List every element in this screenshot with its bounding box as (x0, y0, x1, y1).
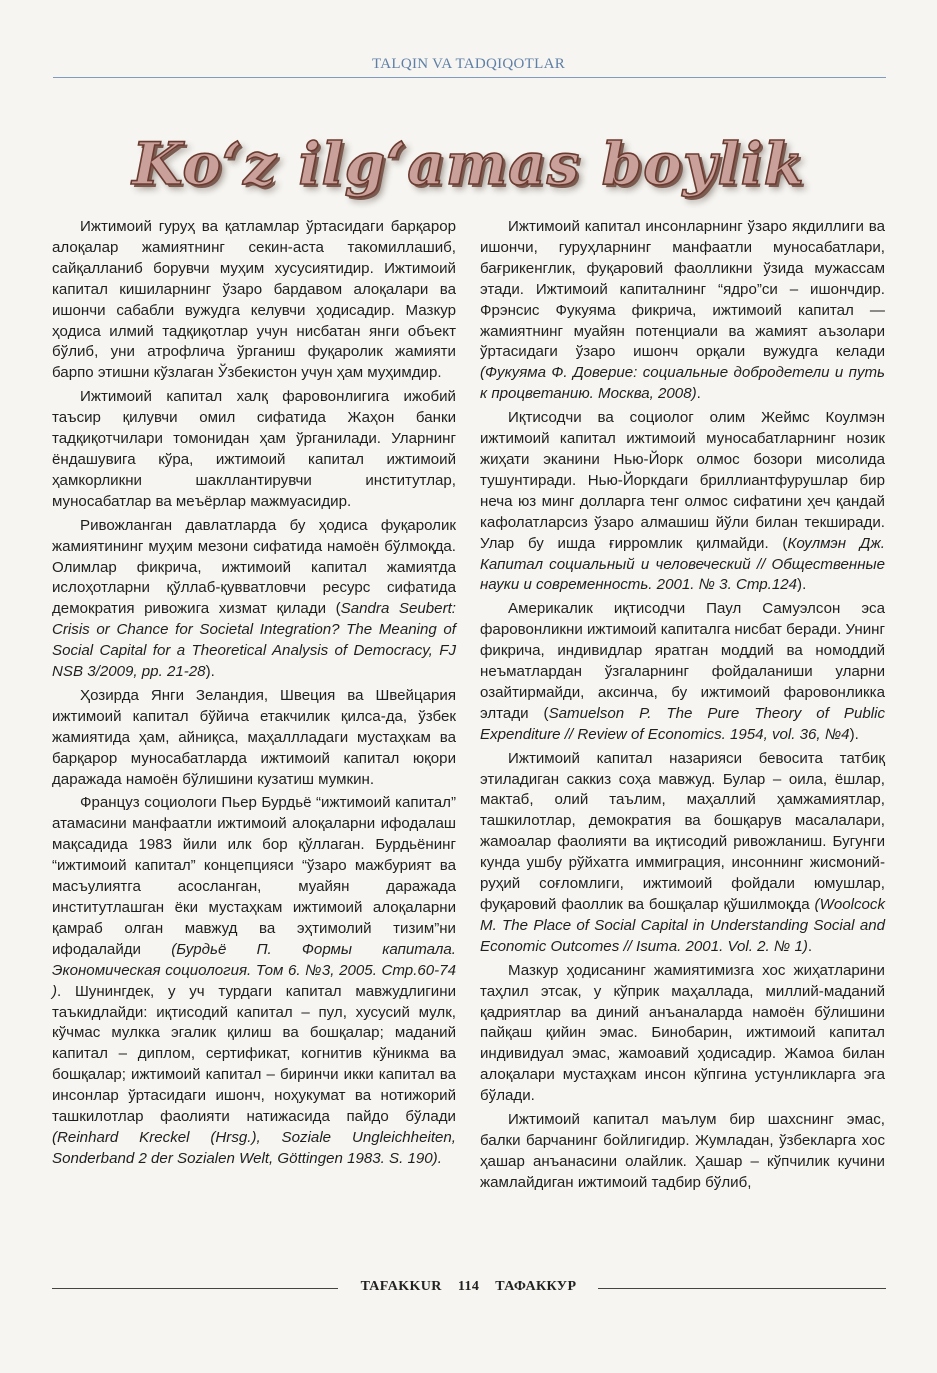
footer-journal-cyrillic: ТАФАККУР (495, 1279, 577, 1294)
citation: Коулмэн Дж. Капитал социальный и человеческий // Общественные науки и современность. 2001. № 3. Стр.124 (480, 534, 885, 594)
paragraph: Ижтимоий капитал инсонларнинг ўзаро якдиллиги ва ишончи, гуруҳларнинг манфаатли муносабатлари, бағрикенглик, фуқаровий фаолликни ўзида мужассам этади. Ижтимоий капиталнинг “ядро”си – ишончдир. Фрэнсис Фукуяма фикрича, ижтимоий капитал — жамиятнинг муайян потенциали ва жамият аъзолари ўртасидаги ўзаро ишонч орқали вужудга келади (Фукуяма Ф. Доверие: социальные добродетели и путь к процветанию. Москва, 2008). (480, 218, 885, 403)
footer-journal-latin: TAFAKKUR (360, 1279, 442, 1294)
running-head: TALQIN VA TADQIQOTLAR (371, 56, 566, 72)
paragraph: Француз социологи Пьер Бурдьё “ижтимоий капитал” атамасини манфаатли ижтимоий алоқаларни ифодалаш мақсадида 1983 йили илк бор қўллаган. Бурдьёнинг “ижтимоий капитал” концепцияси “ўзаро мажбурият ва масъулиятга асосланган, муайян даражада институтлашган ёки мустаҳкам ижтимоий алоқаларни қамраб олган мавжуд ва эҳтимолий тизим”ни ифодалайди (Бурдьё П. Формы капитала. Экономическая социология. Том 6. №3, 2005. Стр.60-74 ). Шунингдек, у уч турдаги капитал мавжудлигини таъкидлайди: иқтисодий капитал – пул, хусусий мулк, кўчмас мулкка эгалик қилиш ва бошқалар; маданий капитал – диплом, сертификат, когнитив кўникма ва бошқалар; ижтимоий капитал – биринчи икки капитал ва инсонлар ўртасидаги ишонч, ноҳукумат ва нотижорий ташкилотлар фаолияти натижасида пайдо бўлади (Reinhard Kreckel (Hrsg.), Soziale Ungleichheiten, Sonderband 2 der Sozialen Welt, Göttingen 1983. S. 190). (52, 794, 456, 1167)
left-column (52, 217, 456, 1173)
article-title: Ko‘z ilg‘amas boylik (132, 130, 805, 198)
citation: (Фукуяма Ф. Доверие: социальные добродетели и путь к процветанию. Москва, 2008) (480, 364, 885, 403)
citation: (Бурдьё П. Формы капитала. Экономическая социология. Том 6. №3, 2005. Стр.60-74 ) (52, 940, 456, 1000)
citation: Samuelson P. The Pure Theory of Public Expenditure // Review of Economics. 1954, vol. 36, №4 (480, 704, 885, 743)
paragraph: Иқтисодчи ва социолог олим Жеймс Коулмэн ижтимоий капитал ижтимоий муносабатларнинг нозик жиҳати эканини Нью-Йорк олмос бозори мисолида тушунтиради. Нью-Йоркдаги бриллиантфурушлар бир неча юз минг долларга тенг олмос сифатини ҳеч қандай кафолатларсиз ўзаро алмашиш йўли билан текширади. Улар бу ишда ғирромлик қилмайди. (Коулмэн Дж. Капитал социальный и человеческий // Общественные науки и современность. 2001. № 3. Стр.124). (480, 409, 885, 594)
right-column (480, 217, 885, 1197)
citation: Sandra Seubert: Crisis or Chance for Societal Integration? The Meaning of Social Capital for a Theoretical Analysis of Democracy, FJ NSB 3/2009, pp. 21-28 (52, 600, 456, 681)
citation: (Reinhard Kreckel (Hrsg.), Soziale Ungleichheiten, Sonderband 2 der Sozialen Welt, Göttingen 1983. S. 190). (52, 1128, 456, 1167)
footer (0, 1279, 937, 1295)
paragraph: Ривожланган давлатларда бу ҳодиса фуқаролик жамиятининг муҳим мезони сифатида намоён бўлмоқда. Олимлар фикрича, ижтимоий капитал жамиятда ислоҳотларни қўллаб-қувватловчи ресурс сифатида демократия ривожига хизмат қилади (Sandra Seubert: Crisis or Chance for Societal Integration? The Meaning of Social Capital for a Theoretical Analysis of Democracy, FJ NSB 3/2009, pp. 21-28). (52, 516, 456, 681)
paragraph: Ижтимоий капитал халқ фаровонлигига ижобий таъсир қилувчи омил сифатида Жаҳон банки тадқиқотчилари томонидан ҳам ўрганилади. Уларнинг ёндашувига кўра, ижтимоий капитал ижтимоий ҳамкорликни шакллантирувчи институтлар, муносабатлар ва меъёрлар мажмуасидир. (52, 388, 456, 510)
paragraph: Ижтимоий капитал назарияси бевосита татбиқ этиладиган саккиз соҳа мавжуд. Булар – оила, ёшлар, мактаб, олий таълим, маҳаллий ҳамжамиятлар, ташкилотлар, демократия ва бошқарув масалалари, жамоалар фаолияти ва иқтисодий ривожланиш. Бугунги кунда ушбу рўйхатга иммиграция, инсоннинг жисмоний-руҳий соғломлиги, ижтимоий фойдали юмушлар, фуқаровий фаоллик ва бошқалар қўшилмоқда (Woolcock M. The Place of Social Capital in Understanding Social and Economic Outcomes // Isuma. 2001. Vol. 2. № 1). (480, 749, 885, 955)
page-number: 114 (457, 1279, 480, 1294)
paragraph: Ҳозирда Янги Зеландия, Швеция ва Швейцария ижтимоий капитал бўйича етакчилик қилса-да, ўзбек жамиятида ҳам, айниқса, маҳаллладаги мустаҳкам ва барқарор муносабатларда ижтимоий капитал юқори даражада намоён бўлишини кузатиш мумкин. (52, 686, 456, 788)
header-rule (53, 77, 886, 78)
paragraph: Ижтимоий капитал маълум бир шахснинг эмас, балки барчанинг бойлигидир. Жумладан, ўзбекларга хос ҳашар анъанасини олайлик. Ҳашар – кўпчилик кучини жамлайдиган ижтимоий тадбир бўлиб, (480, 1111, 885, 1191)
citation: (Woolcock M. The Place of Social Capital in Understanding Social and Economic Outcomes // Isuma. 2001. Vol. 2. № 1) (480, 896, 885, 955)
paragraph: Ижтимоий гуруҳ ва қатламлар ўртасидаги барқарор алоқалар жамиятнинг секин-аста такомиллашиб, сайқалланиб борувчи муҳим хусусиятидир. Ижтимоий капитал кишиларнинг ўзаро бардавом алоқалари ва ишончи сабабли вужудга келувчи ҳодисадир. Мазкур ҳодиса илмий тадқиқотлар учун нисбатан янги объект бўлиб, уни атрофлича ўрганиш фуқаролик жамияти барпо этишни кўзлаган Ўзбекистон учун ҳам муҳимдир. (52, 218, 456, 382)
paragraph: Мазкур ҳодисанинг жамиятимизга хос жиҳатларини таҳлил этсак, у кўприк маҳаллада, миллий-маданий қадриятлар ва диний анъаналарда намоён бўлишини пайқаш қийин эмас. Бинобарин, ижтимоий капитал индивидуал эмас, жамоавий ҳодисадир. Жамоа билан алоқалари мустаҳкам инсон кўпгина устунликларга эга бўлади. (480, 961, 885, 1105)
paragraph: Америкалик иқтисодчи Паул Самуэлсон эса фаровонликни ижтимоий капиталга нисбат беради. Унинг фикрича, индивидлар яратган моддий ва номоддий неъматлардан ўзгаларнинг фойдаланиши уларни озайтирмайди, аксинча, бу ижтимоий фаровонликка элтади (Samuelson P. The Pure Theory of Public Expenditure // Review of Economics. 1954, vol. 36, №4). (480, 600, 885, 743)
